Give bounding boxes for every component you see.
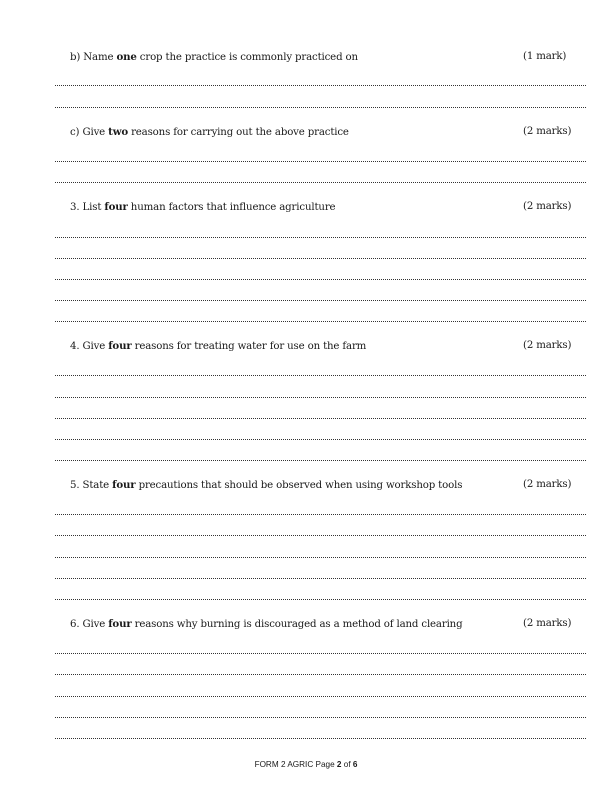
answer-line[interactable] xyxy=(55,161,586,162)
question-label: b) xyxy=(70,52,81,63)
answer-line[interactable] xyxy=(55,418,586,419)
question-label: 4. xyxy=(70,341,80,352)
question-text: 4. Give four reasons for treating water for use on the farm xyxy=(70,340,367,352)
marks-label: (2 marks) xyxy=(523,340,572,351)
answer-line[interactable] xyxy=(55,535,586,536)
question-label: 6. xyxy=(70,619,80,630)
question-text: c) Give two reasons for carrying out the above practice xyxy=(70,126,349,138)
question-prompt xyxy=(70,477,586,493)
emphasis: four xyxy=(108,618,132,630)
question-prompt xyxy=(70,616,586,632)
question-text: 5. State four precautions that should be observed when using workshop tools xyxy=(70,479,463,491)
emphasis: one xyxy=(116,51,137,63)
total-pages-number: 6 xyxy=(352,760,358,769)
answer-line[interactable] xyxy=(55,279,586,280)
marks-label: (2 marks) xyxy=(523,618,572,629)
question-prompt xyxy=(70,124,586,140)
question-prompt xyxy=(70,338,586,354)
marks-label: (2 marks) xyxy=(523,201,572,212)
question-label: 5. xyxy=(70,480,80,491)
question-text: 6. Give four reasons why burning is discouraged as a method of land clearing xyxy=(70,618,463,630)
answer-line[interactable] xyxy=(55,397,586,398)
question-prompt xyxy=(70,199,586,215)
emphasis: two xyxy=(108,126,128,138)
answer-line[interactable] xyxy=(55,85,586,86)
marks-label: (1 mark) xyxy=(523,51,567,62)
answer-line[interactable] xyxy=(55,717,586,718)
answer-line[interactable] xyxy=(55,439,586,440)
answer-line[interactable] xyxy=(55,557,586,558)
answer-line[interactable] xyxy=(55,107,586,108)
question-prompt xyxy=(70,49,586,65)
answer-line[interactable] xyxy=(55,321,586,322)
question-label: 3. xyxy=(70,202,80,213)
answer-line[interactable] xyxy=(55,653,586,654)
marks-label: (2 marks) xyxy=(523,126,572,137)
emphasis: four xyxy=(104,201,128,213)
question-text: b) Name one crop the practice is commonly practiced on xyxy=(70,51,358,63)
answer-line[interactable] xyxy=(55,460,586,461)
page-footer: FORM 2 AGRIC Page 2 of 6 xyxy=(254,760,358,769)
answer-line[interactable] xyxy=(55,578,586,579)
answer-line[interactable] xyxy=(55,375,586,376)
question-label: c) xyxy=(70,127,80,138)
answer-line[interactable] xyxy=(55,674,586,675)
marks-label: (2 marks) xyxy=(523,479,572,490)
answer-line[interactable] xyxy=(55,237,586,238)
question-text: 3. List four human factors that influence agriculture xyxy=(70,201,336,213)
emphasis: four xyxy=(108,340,132,352)
emphasis: four xyxy=(112,479,136,491)
answer-line[interactable] xyxy=(55,300,586,301)
answer-line[interactable] xyxy=(55,258,586,259)
current-page-number: 2 xyxy=(336,760,342,769)
answer-line[interactable] xyxy=(55,696,586,697)
answer-line[interactable] xyxy=(55,182,586,183)
answer-line[interactable] xyxy=(55,599,586,600)
answer-line[interactable] xyxy=(55,738,586,739)
answer-line[interactable] xyxy=(55,514,586,515)
